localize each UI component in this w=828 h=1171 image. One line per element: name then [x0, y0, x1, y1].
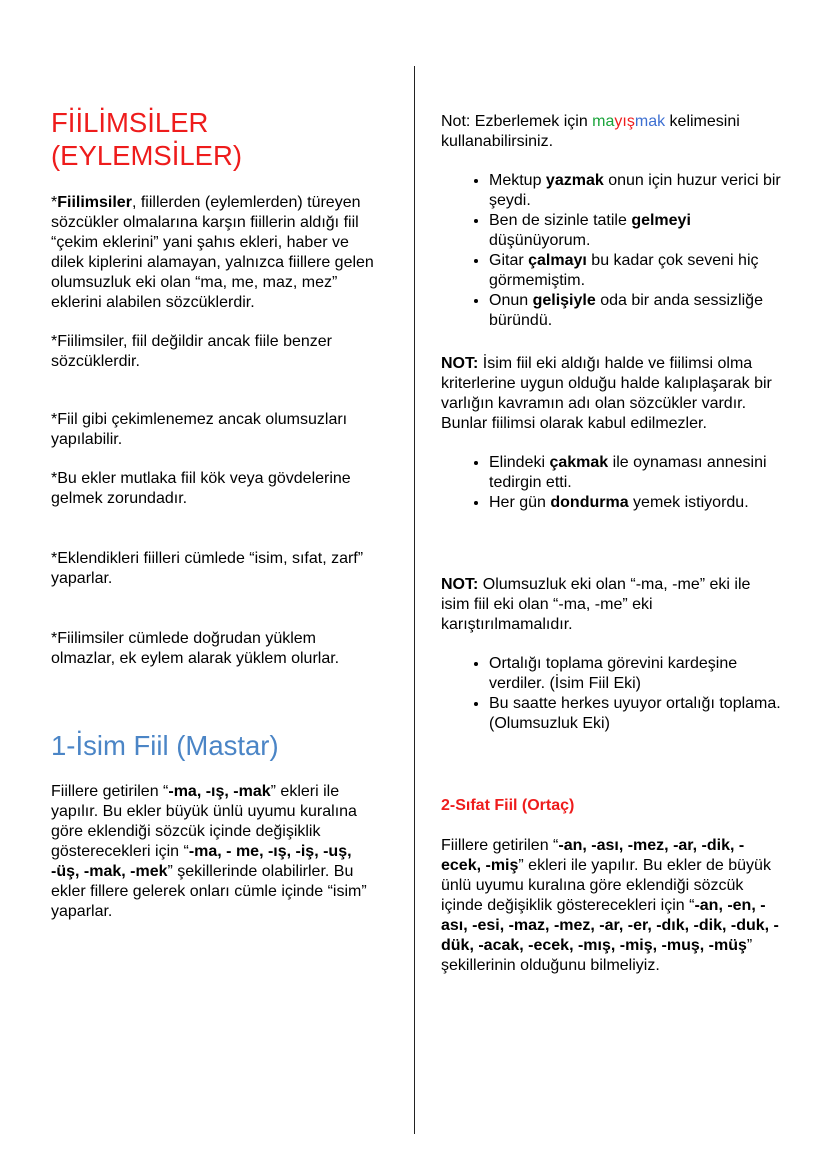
rule-paragraph-1: *Fiilimsiler, fiil değildir ancak fiile benzer sözcüklerdir. [51, 333, 332, 370]
example-list-3 [441, 654, 781, 734]
note-olumsuzluk: NOT: Olumsuzluk eki olan “-ma, -me” eki ile isim fiil eki olan “-ma, -me” eki karıştırılmamalıdır. [441, 576, 751, 633]
main-title-line2: (EYLEMSİLER) [51, 140, 243, 171]
right-column [441, 112, 781, 976]
list-item: • Bu saatte herkes uyuyor ortalığı toplama. (Olumsuzluk Eki) [489, 694, 781, 734]
main-title [51, 106, 376, 172]
list-item: • Ortalığı toplama görevini kardeşine verdiler. (İsim Fiil Eki) [489, 654, 781, 694]
rule-paragraph-5: *Fiilimsiler cümlede doğrudan yüklem olmazlar, ek eylem alarak yüklem olurlar. [51, 630, 340, 667]
list-item: • Mektup yazmak onun için huzur verici bir şeydi. [489, 171, 781, 211]
list-item: • Gitar çalmayı bu kadar çok seveni hiç görmemiştim. [489, 251, 781, 291]
intro-paragraph: *Fiilimsiler, fiillerden (eylemlerden) türeyen sözcükler olmalarına karşın fiillerin aldığı fiil “çekim eklerini” yani şahıs ekleri, haber ve dilek kiplerini alamayan, yalnızca fiillere gelen olumsuzluk eki olan “ma, me, maz, mez” eklerini alabilen sözcüklerdir. [51, 194, 374, 311]
section-title-isim-fiil: 1-İsim Fiil (Mastar) [51, 730, 279, 761]
section-title-sifat-fiil: 2-Sıfat Fiil (Ortaç) [441, 797, 575, 814]
rule-paragraph-2: *Fiil gibi çekimlenemez ancak olumsuzları yapılabilir. [51, 411, 348, 448]
list-item: • Onun gelişiyle oda bir anda sessizliğe büründü. [489, 291, 781, 331]
isim-fiil-paragraph: Fiillere getirilen “-ma, -ış, -mak” ekleri ile yapılır. Bu ekler büyük ünlü uyumu kuralına göre eklendiği sözcük içinde değişiklik gösterecekleri için “-ma, - me, -ış, -iş, -uş, -üş, -mak, -mek” şekillerinde olabilirler. Bu ekler fillere gelerek onları cümle içinde “isim” yaparlar. [51, 783, 367, 920]
list-item: • Her gün dondurma yemek istiyordu. [489, 493, 781, 513]
note-label: NOT: [441, 576, 479, 593]
sifat-fiil-paragraph: Fiillere getirilen “-an, -ası, -mez, -ar, -dik, -ecek, -miş” ekleri ile yapılır. Bu ekler de büyük ünlü uyumu kuralına göre eklendiği sözcük içinde değişiklik gösterecekleri için “-an, -en, -ası, -esi, -maz, -mez, -ar, -er, -dık, -dik, -duk, -dük, -acak, -ecek, -mış, -miş, -muş, -müş” şekillerinin olduğunu bilmeliyiz. [441, 837, 779, 974]
note-kaliplasma: NOT: İsim fiil eki aldığı halde ve fiilimsi olma kriterlerine uygun olduğu halde kalıplaşarak bir varlığın kavramın adı olan sözcükler vardır. Bunlar fiilimsi olarak kabul edilmezler. [441, 355, 772, 432]
list-item: • Ben de sizinle tatile gelmeyi düşünüyorum. [489, 211, 781, 251]
note-mayismak: Not: Ezberlemek için mayışmak kelimesini kullanabilirsiniz. [441, 113, 740, 150]
example-list-1 [441, 171, 781, 331]
rule-paragraph-3: *Bu ekler mutlaka fiil kök veya gövdelerine gelmek zorundadır. [51, 470, 351, 507]
intro-bold-term: Fiilimsiler [57, 194, 132, 211]
keyword-mak: mak [634, 113, 666, 130]
main-title-line1: FİİLİMSİLER [51, 107, 209, 138]
left-column [51, 106, 376, 922]
keyword-ma: ma [592, 113, 615, 130]
column-divider [414, 66, 415, 1134]
list-item: • Elindeki çakmak ile oynaması annesini tedirgin etti. [489, 453, 781, 493]
keyword-yis: yış [614, 113, 635, 130]
note-label: NOT: [441, 355, 479, 372]
rule-paragraph-4: *Eklendikleri fiilleri cümlede “isim, sıfat, zarf” yaparlar. [51, 550, 364, 587]
example-list-2 [441, 453, 781, 513]
